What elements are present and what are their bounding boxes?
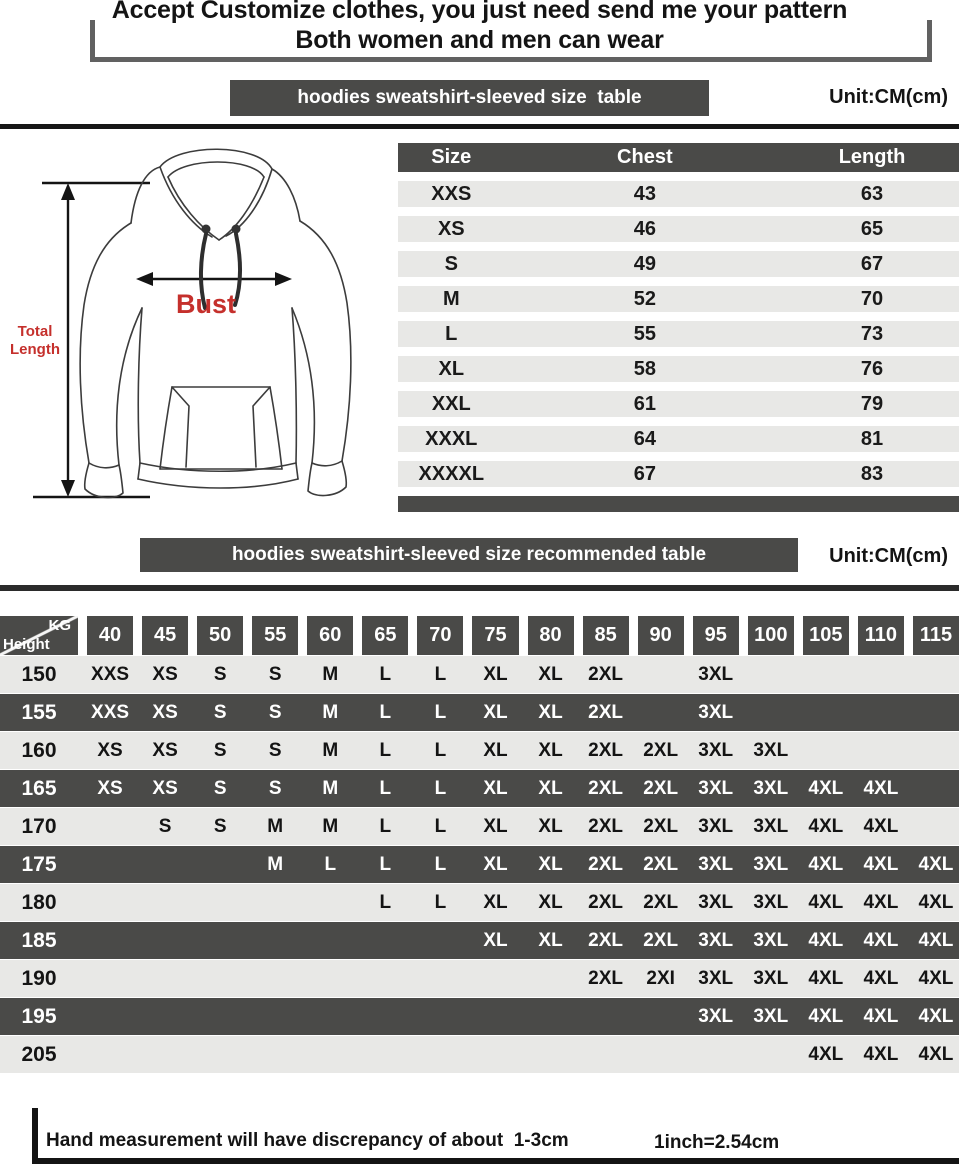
- matrix-cell: 3XL: [698, 815, 734, 837]
- matrix-cell: 3XL: [698, 891, 734, 913]
- size-table-cell: 81: [860, 427, 884, 450]
- chest-column-header: Chest: [617, 146, 673, 168]
- matrix-cell: 3XL: [753, 1005, 789, 1027]
- matrix-cell: L: [434, 663, 447, 685]
- matrix-cell: XS: [152, 739, 178, 761]
- arrowhead-left-icon: [136, 272, 153, 286]
- matrix-cell: XL: [483, 815, 508, 837]
- matrix-cell: 3XL: [753, 891, 789, 913]
- bust-label: Bust: [176, 289, 236, 319]
- matrix-cell: 4XL: [918, 891, 954, 913]
- matrix-cell: XL: [538, 815, 563, 837]
- matrix-row: [0, 656, 959, 693]
- matrix-cell: 4XL: [863, 891, 899, 913]
- matrix-cell: L: [434, 777, 447, 799]
- matrix-cell: XS: [152, 701, 178, 723]
- title-frame: [90, 20, 932, 62]
- matrix-cell: 4XL: [808, 1043, 844, 1065]
- size-table-cell: 73: [860, 322, 884, 345]
- matrix-cell: 4XL: [808, 891, 844, 913]
- size-table-cell: 70: [860, 287, 884, 310]
- matrix-cell: XL: [483, 739, 508, 761]
- size-table-cell: M: [442, 287, 460, 310]
- matrix-row: [0, 922, 959, 959]
- height-label: 195: [21, 1004, 57, 1028]
- matrix-cell: XL: [483, 853, 508, 875]
- size-table-row: [398, 391, 959, 417]
- size-column-header: Size: [431, 146, 472, 168]
- matrix-cell: L: [324, 853, 337, 875]
- matrix-cell: M: [322, 777, 339, 799]
- size-table-cell: 67: [860, 252, 884, 275]
- matrix-cell: 2XL: [643, 739, 679, 761]
- matrix-cell: 4XL: [863, 929, 899, 951]
- matrix-cell: M: [322, 701, 339, 723]
- size-table-cell: 64: [633, 427, 656, 450]
- size-table-row: [398, 356, 959, 382]
- matrix-cell: 4XL: [808, 967, 844, 989]
- total-length-label: Total Length: [10, 323, 60, 358]
- matrix-cell: XS: [97, 777, 123, 799]
- matrix-cell: S: [158, 815, 172, 837]
- matrix-cell: 4XL: [808, 815, 844, 837]
- measurement-note: Hand measurement will have discrepancy of about 1-3cm: [46, 1130, 569, 1151]
- matrix-cell: XS: [152, 777, 178, 799]
- matrix-cell: 2XL: [643, 853, 679, 875]
- matrix-cell: 2XL: [588, 663, 624, 685]
- matrix-cell: M: [322, 815, 339, 837]
- matrix-cell: 3XL: [753, 815, 789, 837]
- matrix-cell: 3XL: [698, 739, 734, 761]
- title-line-2: Both women and men can wear: [295, 26, 664, 54]
- matrix-cell: 4XL: [808, 853, 844, 875]
- matrix-cell: M: [267, 853, 284, 875]
- height-label: 165: [21, 776, 57, 800]
- matrix-cell: L: [379, 701, 392, 723]
- kg-column-header: 70: [417, 616, 463, 655]
- matrix-cell: XXS: [91, 663, 130, 685]
- matrix-cell: S: [213, 701, 227, 723]
- matrix-cell: L: [434, 739, 447, 761]
- matrix-cell: 2XI: [646, 967, 675, 989]
- kg-column-header: 55: [252, 616, 298, 655]
- footer-corner-bracket: [32, 1108, 38, 1164]
- matrix-cell: 4XL: [918, 1043, 954, 1065]
- size-table-cell: L: [445, 322, 458, 345]
- matrix-cell: S: [268, 663, 282, 685]
- hoodie-measurement-diagram: [0, 133, 398, 515]
- matrix-cell: 2XL: [588, 891, 624, 913]
- height-label: 205: [21, 1042, 57, 1066]
- matrix-cell: 2XL: [588, 739, 624, 761]
- matrix-cell: M: [322, 663, 339, 685]
- size-table-rows: [398, 181, 959, 487]
- height-corner-label: Height: [3, 636, 50, 653]
- middle-divider-line: [0, 585, 959, 591]
- size-table-cell: 49: [633, 252, 656, 275]
- kg-column-header: 90: [638, 616, 684, 655]
- matrix-row: [0, 694, 959, 731]
- matrix-cell: XL: [538, 701, 563, 723]
- size-table-row: [398, 461, 959, 487]
- matrix-row: [0, 808, 959, 845]
- kg-column-header: 110: [858, 616, 904, 655]
- size-table-cell: XXS: [431, 182, 472, 205]
- matrix-cell: L: [379, 777, 392, 799]
- matrix-cell: 3XL: [698, 777, 734, 799]
- kg-column-header: 45: [142, 616, 188, 655]
- matrix-cell: 4XL: [918, 1005, 954, 1027]
- matrix-cell: XL: [483, 663, 508, 685]
- size-table-row: [398, 321, 959, 347]
- matrix-cell: 2XL: [643, 891, 679, 913]
- matrix-cell: 3XL: [698, 853, 734, 875]
- matrix-cell: 4XL: [808, 1005, 844, 1027]
- height-label: 170: [21, 814, 57, 838]
- top-divider-line: [0, 124, 959, 129]
- size-table-cell: S: [444, 252, 458, 275]
- matrix-cell: 2XL: [588, 967, 624, 989]
- matrix-row: [0, 732, 959, 769]
- matrix-cell: M: [322, 739, 339, 761]
- matrix-cell: L: [379, 891, 392, 913]
- matrix-row: [0, 960, 959, 997]
- matrix-cell: S: [268, 739, 282, 761]
- kg-column-header: 60: [307, 616, 353, 655]
- matrix-row: [0, 1036, 959, 1073]
- recommended-table-unit-label: Unit:CM(cm): [829, 545, 948, 567]
- matrix-cell: XL: [538, 891, 563, 913]
- kg-column-header: 75: [472, 616, 518, 655]
- matrix-cell: 4XL: [863, 777, 899, 799]
- size-table-banner: hoodies sweatshirt-sleeved size table: [230, 80, 709, 116]
- matrix-cell: 3XL: [698, 929, 734, 951]
- arrowhead-up-icon: [61, 183, 75, 200]
- matrix-cell: XL: [483, 701, 508, 723]
- matrix-cell: XL: [483, 777, 508, 799]
- size-table-cell: XL: [438, 357, 465, 380]
- size-table-row: [398, 181, 959, 207]
- size-table: [398, 143, 959, 512]
- size-table-cell: 79: [860, 392, 884, 415]
- size-table-row: [398, 251, 959, 277]
- kg-column-header: 85: [583, 616, 629, 655]
- kg-column-header: 100: [748, 616, 794, 655]
- matrix-cell: 4XL: [918, 967, 954, 989]
- matrix-cell: L: [434, 815, 447, 837]
- matrix-cell: M: [267, 815, 284, 837]
- matrix-cell: L: [379, 663, 392, 685]
- size-table-cell: XXXXL: [418, 462, 485, 485]
- size-table-header: [398, 143, 959, 172]
- height-label: 155: [21, 700, 57, 724]
- size-table-cell: 52: [633, 287, 656, 310]
- length-column-header: Length: [838, 146, 906, 168]
- matrix-cell: XL: [538, 929, 563, 951]
- size-table-cell: 43: [633, 182, 656, 205]
- matrix-row: [0, 998, 959, 1035]
- matrix-cell: L: [434, 891, 447, 913]
- matrix-cell: 3XL: [698, 1005, 734, 1027]
- matrix-cell: 2XL: [643, 929, 679, 951]
- matrix-cell: 4XL: [808, 777, 844, 799]
- matrix-cell: 4XL: [863, 815, 899, 837]
- matrix-cell: XL: [538, 739, 563, 761]
- kg-column-header: 80: [528, 616, 574, 655]
- recommended-size-matrix: [0, 616, 959, 1074]
- size-table-cell: 76: [860, 357, 884, 380]
- matrix-body: [0, 656, 959, 1073]
- matrix-cell: 3XL: [753, 929, 789, 951]
- matrix-cell: L: [434, 701, 447, 723]
- matrix-cell: S: [213, 815, 227, 837]
- footer-bottom-line: [32, 1158, 959, 1164]
- size-table-cell: 61: [633, 392, 656, 415]
- matrix-cell: XXS: [91, 701, 130, 723]
- matrix-cell: XL: [538, 663, 563, 685]
- kg-column-header: 40: [87, 616, 133, 655]
- matrix-cell: S: [213, 739, 227, 761]
- height-label: 150: [21, 662, 57, 686]
- height-label: 160: [21, 738, 57, 762]
- size-table-cell: 63: [860, 182, 884, 205]
- arrowhead-right-icon: [275, 272, 292, 286]
- size-table-row: [398, 426, 959, 452]
- size-table-cell: 55: [633, 322, 656, 345]
- matrix-cell: 3XL: [753, 739, 789, 761]
- matrix-cell: 2XL: [588, 929, 624, 951]
- matrix-cell: 3XL: [698, 663, 734, 685]
- matrix-cell: 2XL: [588, 777, 624, 799]
- matrix-cell: 4XL: [808, 929, 844, 951]
- matrix-cell: 4XL: [863, 1005, 899, 1027]
- size-table-cell: 83: [860, 462, 884, 485]
- kg-corner-label: KG: [48, 617, 71, 634]
- size-table-cell: 67: [633, 462, 656, 485]
- matrix-cell: 2XL: [643, 777, 679, 799]
- matrix-cell: S: [213, 663, 227, 685]
- matrix-cell: S: [213, 777, 227, 799]
- size-table-footer-bar: [398, 496, 959, 512]
- inch-conversion-note: 1inch=2.54cm: [654, 1132, 780, 1153]
- matrix-cell: 4XL: [863, 853, 899, 875]
- arrowhead-down-icon: [61, 480, 75, 497]
- size-table-cell: XS: [437, 217, 465, 240]
- matrix-row: [0, 770, 959, 807]
- matrix-row: [0, 884, 959, 921]
- matrix-cell: S: [268, 701, 282, 723]
- size-table-cell: 58: [633, 357, 656, 380]
- matrix-header: [0, 616, 959, 655]
- matrix-cell: 4XL: [918, 853, 954, 875]
- size-table-cell: XXXL: [425, 427, 478, 450]
- size-table-cell: XXL: [431, 392, 471, 415]
- matrix-cell: XS: [97, 739, 123, 761]
- matrix-cell: S: [268, 777, 282, 799]
- recommended-table-banner: hoodies sweatshirt-sleeved size recommended table: [140, 538, 798, 572]
- matrix-cell: XL: [483, 891, 508, 913]
- kg-column-header: 105: [803, 616, 849, 655]
- size-table-cell: 46: [633, 217, 656, 240]
- height-label: 175: [21, 852, 57, 876]
- height-label: 180: [21, 890, 57, 914]
- matrix-cell: 3XL: [753, 853, 789, 875]
- matrix-cell: L: [434, 853, 447, 875]
- matrix-cell: L: [379, 739, 392, 761]
- matrix-cell: L: [379, 815, 392, 837]
- matrix-cell: 3XL: [698, 701, 734, 723]
- matrix-row: [0, 846, 959, 883]
- size-table-unit-label: Unit:CM(cm): [829, 86, 948, 108]
- size-table-cell: 65: [860, 217, 884, 240]
- matrix-cell: 3XL: [698, 967, 734, 989]
- matrix-cell: 2XL: [588, 815, 624, 837]
- matrix-cell: L: [379, 853, 392, 875]
- matrix-cell: XL: [538, 853, 563, 875]
- kg-column-header: 115: [913, 616, 959, 655]
- matrix-cell: 3XL: [753, 967, 789, 989]
- matrix-cell: XS: [152, 663, 178, 685]
- matrix-cell: XL: [538, 777, 563, 799]
- matrix-cell: 4XL: [918, 929, 954, 951]
- kg-column-header: 95: [693, 616, 739, 655]
- height-label: 185: [21, 928, 57, 952]
- matrix-cell: 2XL: [588, 701, 624, 723]
- matrix-cell: 2XL: [643, 815, 679, 837]
- kg-column-header: 50: [197, 616, 243, 655]
- size-table-row: [398, 286, 959, 312]
- matrix-cell: 3XL: [753, 777, 789, 799]
- matrix-cell: XL: [483, 929, 508, 951]
- size-table-row: [398, 216, 959, 242]
- height-label: 190: [21, 966, 57, 990]
- matrix-cell: 4XL: [863, 967, 899, 989]
- kg-column-header: 65: [362, 616, 408, 655]
- title-line-1: Accept Customize clothes, you just need send me your pattern: [111, 0, 848, 24]
- kg-height-corner-cell: [0, 616, 78, 655]
- matrix-cell: 2XL: [588, 853, 624, 875]
- matrix-cell: 4XL: [863, 1043, 899, 1065]
